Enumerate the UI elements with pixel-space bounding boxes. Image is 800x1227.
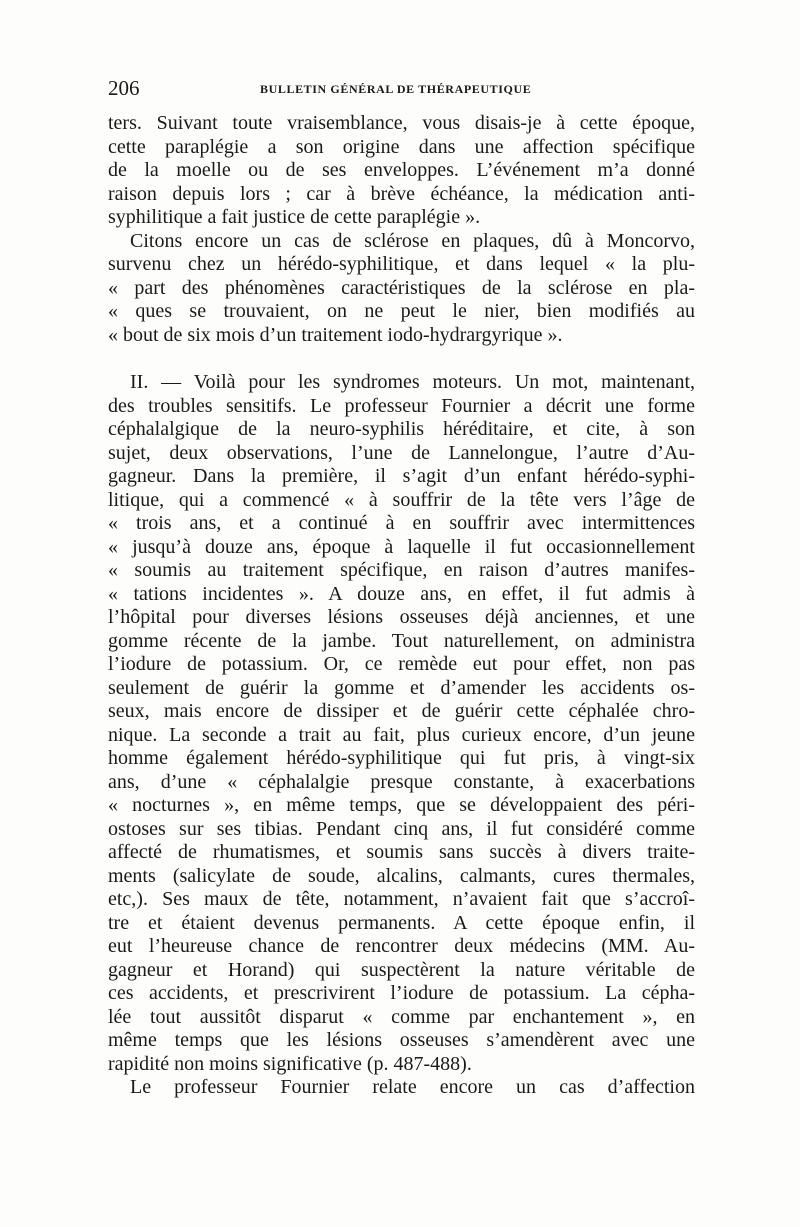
text-line: « tations incidentes ». A douze ans, en effet, il fut admis à: [108, 582, 695, 605]
page-number: 206: [108, 76, 140, 100]
text-line: « ques se trouvaient, on ne peut le nier, bien modifiés au: [108, 300, 695, 322]
text-line: Le professeur Fournier relate encore un cas d’affection: [130, 1076, 695, 1098]
text-line: gagneur. Dans la première, il s’agit d’un enfant hérédo-syphi-: [108, 465, 695, 487]
text-line: II. — Voilà pour les syndromes moteurs. Un mot, maintenant,: [130, 371, 695, 393]
text-line: syphilitique a fait justice de cette paraplégie ».: [108, 206, 481, 228]
text-line: ostoses sur ses tibias. Pendant cinq ans, il fut considéré comme: [108, 817, 695, 840]
text-line: etc,). Ses maux de tête, notamment, n’avaient fait que s’accroî-: [108, 888, 695, 910]
text-line: « bout de six mois d’un traitement iodo-hydrargyrique ».: [108, 323, 563, 346]
text-line: « trois ans, et a continué à en souffrir avec intermittences: [108, 512, 695, 534]
text-line: Citons encore un cas de sclérose en plaques, dû à Moncorvo,: [130, 229, 695, 252]
text-line: gomme récente de la jambe. Tout naturellement, on administra: [108, 629, 695, 652]
text-line: lée tout aussitôt disparut « comme par enchantement », en: [108, 1005, 695, 1028]
text-line: même temps que les lésions osseuses s’amendèrent avec une: [108, 1029, 695, 1051]
text-line: gagneur et Horand) qui suspectèrent la nature véritable de: [108, 958, 695, 981]
text-line: sujet, deux observations, l’une de Lannelongue, l’autre d’Au-: [108, 441, 695, 464]
text-line: nique. La seconde a trait au fait, plus curieux encore, d’un jeune: [108, 723, 695, 746]
text-line: ces accidents, et prescrivirent l’iodure de potassium. La cépha-: [108, 982, 695, 1004]
paragraph-gap: [108, 347, 695, 371]
text-line: raison depuis lors ; car à brève échéance, la médication anti-: [108, 182, 695, 205]
text-line: affecté de rhumatismes, et soumis sans succès à divers traite-: [108, 841, 695, 863]
text-line: ans, d’une « céphalalgie presque constante, à exacerbations: [108, 770, 695, 793]
text-line: céphalalgique de la neuro-syphilis héréditaire, et cite, à son: [108, 418, 695, 440]
journal-title: BULLETIN GÉNÉRAL DE THÉRAPEUTIQUE: [260, 82, 532, 96]
text-line: ters. Suivant toute vraisemblance, vous disais-je à cette époque,: [108, 112, 695, 134]
text-line: survenu chez un hérédo-syphilitique, et dans lequel « la plu-: [108, 253, 695, 275]
text-line: rapidité non moins significative (p. 487-488).: [108, 1052, 472, 1075]
text-line: seux, mais encore de dissiper et de guérir cette céphalée chro-: [108, 700, 695, 722]
text-line: « part des phénomènes caractéristiques de la sclérose en pla-: [108, 276, 695, 299]
running-head: [108, 74, 696, 102]
text-line: l’hôpital pour diverses lésions osseuses déjà anciennes, et une: [108, 606, 695, 628]
text-line: litique, qui a commencé « à souffrir de la tête vers l’âge de: [108, 488, 695, 511]
text-line: homme également hérédo-syphilitique qui fut pris, à vingt-six: [108, 747, 695, 769]
text-line: seulement de guérir la gomme et d’amender les accidents os-: [108, 676, 695, 699]
text-line: de la moelle ou de ses enveloppes. L’événement m’a donné: [108, 159, 695, 181]
body-text: [108, 112, 695, 1100]
text-line: l’iodure de potassium. Or, ce remède eut pour effet, non pas: [108, 653, 695, 675]
text-line: « soumis au traitement spécifique, en raison d’autres manifes-: [108, 559, 695, 581]
text-line: cette paraplégie a son origine dans une affection spécifique: [108, 135, 695, 158]
text-line: « jusqu’à douze ans, époque à laquelle il fut occasionnellement: [108, 535, 695, 558]
text-line: des troubles sensitifs. Le professeur Fournier a décrit une forme: [108, 394, 695, 417]
text-line: « nocturnes », en même temps, que se développaient des péri-: [108, 794, 695, 816]
text-line: ments (salicylate de soude, alcalins, calmants, cures thermales,: [108, 864, 695, 887]
text-line: tre et étaient devenus permanents. A cette époque enfin, il: [108, 911, 695, 934]
text-line: eut l’heureuse chance de rencontrer deux médecins (MM. Au-: [108, 935, 695, 957]
